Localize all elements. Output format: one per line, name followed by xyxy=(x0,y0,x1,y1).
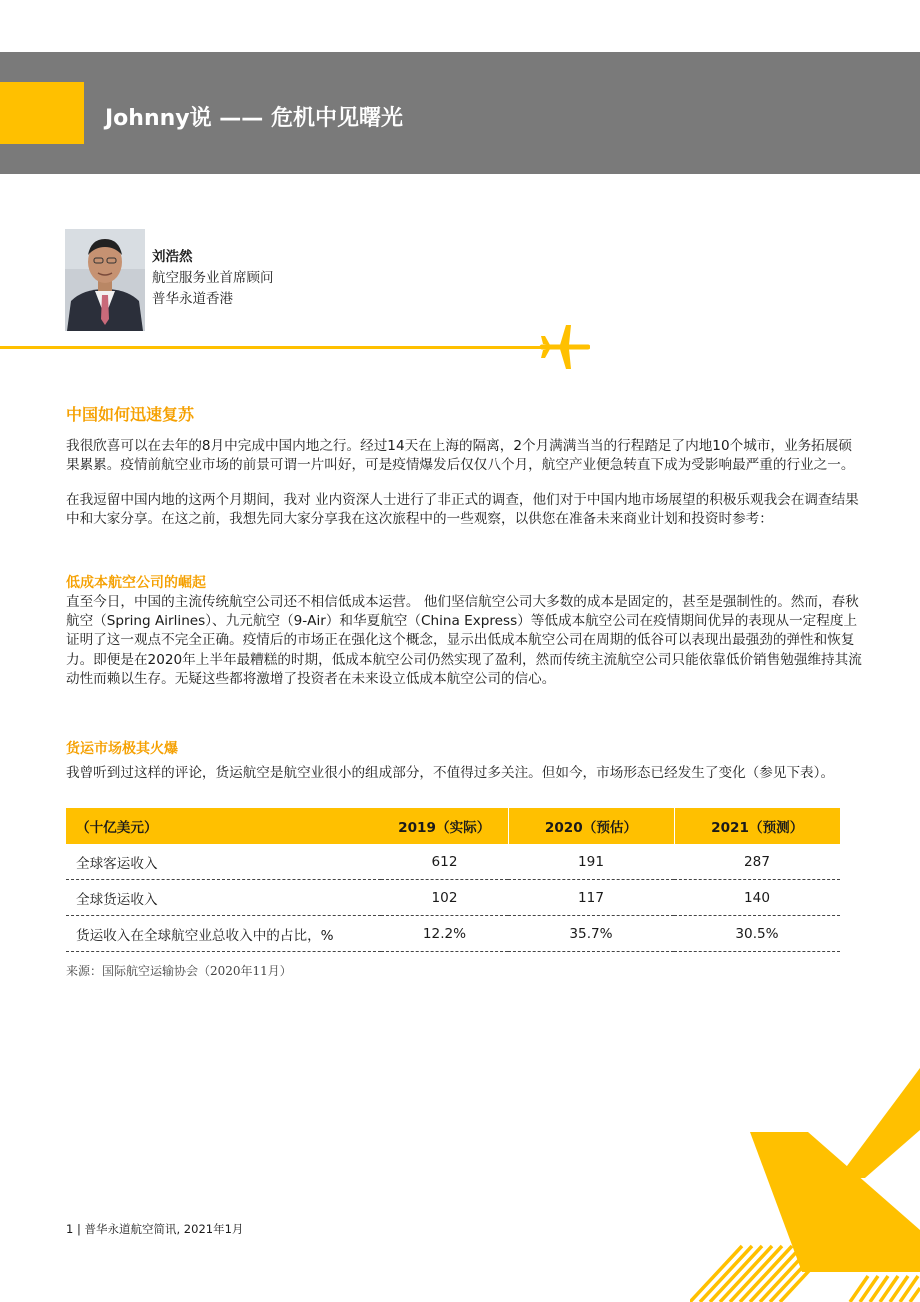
decorative-x-graphic xyxy=(690,1068,920,1302)
table-cell: 30.5% xyxy=(674,916,840,952)
author-info xyxy=(152,247,274,310)
table-cell: 287 xyxy=(674,844,840,880)
table-cell: 全球客运收入 xyxy=(66,844,381,880)
page-title: Johnny说 —— 危机中见曙光 xyxy=(105,106,403,131)
table-cell: 140 xyxy=(674,880,840,916)
section-heading-lcc: 低成本航空公司的崛起 xyxy=(66,575,206,591)
table-header-unit: （十亿美元） xyxy=(66,808,381,844)
section-heading-cargo: 货运市场极其火爆 xyxy=(66,741,178,757)
table-cell: 102 xyxy=(381,880,508,916)
table-cell: 612 xyxy=(381,844,508,880)
paragraph-intro: 我很欣喜可以在去年的8月中完成中国内地之行。经过14天在上海的隔离，2个月满满当当的行程踏足了内地10个城市，业务拓展硕果累累。疫情前航空业市场的前景可谓一片叫好，可是疫情爆发后仅仅八个月，航空产业便急转直下成为受影响最严重的行业之一。 xyxy=(66,438,855,474)
table-cell: 35.7% xyxy=(508,916,674,952)
paragraph-lcc: 直至今日，中国的主流传统航空公司还不相信低成本运营。 他们坚信航空公司大多数的成本是固定的，甚至是强制性的。然而，春秋航空（Spring Airlines）、九元航空（9-Air）和华夏航空（China Express）等低成本航空公司在疫情期间优异的表现从一定程度上证明了这一观点不完全正确。疫情后的市场正在强化这个概念，显示出低成本航空公司在周期的低谷可以表现出最强劲的弹性和恢复力。即便是在2020年上半年最糟糕的时期，低成本航空公司仍然实现了盈利，然而传统主流航空公司只能依靠低价销售勉强维持其流动性而赖以生存。无疑这些都将激增了投资者在未来设立低成本航空公司的信心。 xyxy=(66,594,862,687)
author-name: 刘浩然 xyxy=(152,249,193,265)
paragraph-survey: 在我逗留中国内地的这两个月期间，我对 业内资深人士进行了非正式的调查，他们对于中国内地市场展望的积极乐观我会在调查结果中和大家分享。在这之前，我想先同大家分享我在这次旅程中的一些观察，以供您在准备未来商业计划和投资时参考： xyxy=(66,492,859,528)
author-organization: 普华永道香港 xyxy=(152,291,233,307)
table-cell: 货运收入在全球航空业总收入中的占比，% xyxy=(66,916,381,952)
table-header-row xyxy=(66,808,840,844)
airplane-icon xyxy=(538,322,590,372)
table-row xyxy=(66,916,840,952)
table-row xyxy=(66,844,840,880)
page-footer: 1 | 普华永道航空简讯, 2021年1月 xyxy=(66,1222,244,1236)
table-cell: 12.2% xyxy=(381,916,508,952)
table-cell: 191 xyxy=(508,844,674,880)
banner-accent-block xyxy=(0,82,84,144)
revenue-table xyxy=(66,808,840,952)
table-cell: 全球货运收入 xyxy=(66,880,381,916)
divider-line xyxy=(0,346,565,349)
section-heading-recovery: 中国如何迅速复苏 xyxy=(66,405,195,424)
table-header-2019: 2019（实际） xyxy=(381,808,508,844)
table-header-2021: 2021（预测） xyxy=(674,808,840,844)
table-source-note: 来源：国际航空运输协会（2020年11月） xyxy=(66,964,292,978)
table-header-2020: 2020（预估） xyxy=(508,808,674,844)
table-row xyxy=(66,880,840,916)
paragraph-cargo: 我曾听到过这样的评论，货运航空是航空业很小的组成部分，不值得过多关注。但如今，市场形态已经发生了变化（参见下表）。 xyxy=(66,765,835,781)
author-portrait-image xyxy=(65,229,145,331)
table-cell: 117 xyxy=(508,880,674,916)
author-role: 航空服务业首席顾问 xyxy=(152,270,274,286)
author-photo xyxy=(65,229,145,331)
